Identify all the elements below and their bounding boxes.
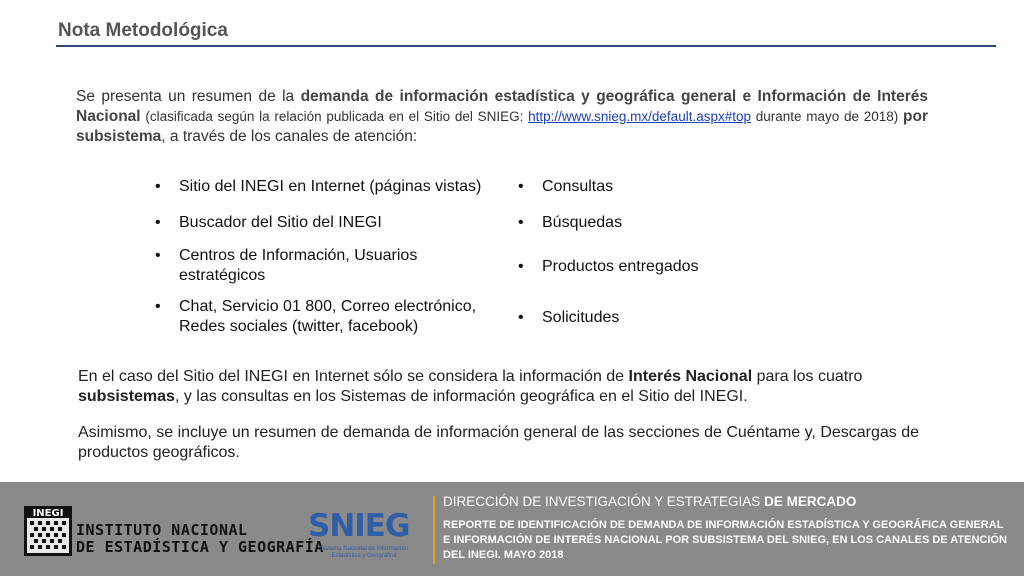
- inegi-site-note: En el caso del Sitio del INEGI en Internet sólo se considera la información de Interés Nacional para los cuatro subsistemas, y las consultas en los Sistemas de información geográfica en el Sitio del INEGI.: [78, 368, 863, 405]
- list-item: • Chat, Servicio 01 800, Correo electrónico, Redes sociales (twitter, facebook): [155, 298, 477, 335]
- snieg-logo: [308, 508, 416, 564]
- footer-description: REPORTE DE IDENTIFICACIÓN DE DEMANDA DE INFORMACIÓN ESTADÍSTICA Y GEOGRÁFICA GENERAL E INFORMACIÓN DE INTERÉS NACIONAL POR SUBSISTEMA DEL SNIEG, EN LOS CANALES DE ATENCIÓN DEL INEGI. MAYO 2018: [443, 519, 1007, 561]
- bullet-icon: •: [518, 258, 524, 275]
- list-item: • Solicitudes: [518, 309, 620, 326]
- bullet-icon: •: [155, 247, 161, 264]
- list-item: • Buscador del Sitio del INEGI: [155, 214, 382, 231]
- snieg-subtitle: Sistema Nacional de Información Estadística y Geográfica: [319, 546, 409, 559]
- list-item: • Productos entregados: [518, 258, 699, 275]
- intro-text-1: Se presenta un resumen de la: [76, 88, 301, 105]
- bullet-icon: •: [155, 178, 161, 195]
- svg-text:INEGI: INEGI: [32, 508, 64, 519]
- inegi-logo: [24, 506, 72, 556]
- list-item: • Centros de Información, Usuarios estratégicos: [155, 247, 418, 284]
- snieg-link[interactable]: http://www.snieg.mx/default.aspx#top: [528, 109, 751, 124]
- bullet-icon: •: [518, 309, 524, 326]
- list-item: • Búsquedas: [518, 214, 623, 231]
- intro-text-3: durante mayo de 2018): [751, 109, 904, 124]
- list-item: • Sitio del INEGI en Internet (páginas vistas): [155, 178, 482, 195]
- inegi-name: INSTITUTO NACIONAL DE ESTADÍSTICA Y GEOGRAFÍA: [76, 521, 324, 556]
- bullet-icon: •: [518, 178, 524, 195]
- summary-note: Asimismo, se incluye un resumen de demanda de información general de las secciones de Cuéntame y, Descargas de productos geográficos.: [78, 424, 920, 461]
- footer: [0, 482, 1024, 576]
- intro-paragraph: [76, 87, 928, 147]
- bullet-icon: •: [155, 214, 161, 231]
- title-divider: [56, 45, 996, 47]
- footer-title: DIRECCIÓN DE INVESTIGACIÓN Y ESTRATEGIAS DE MERCADO: [443, 494, 857, 509]
- footer-divider: [433, 496, 435, 564]
- intro-text-2: (clasificada según la relación publicada en el Sitio del SNIEG:: [140, 109, 529, 124]
- page-title: Nota Metodológica: [58, 20, 228, 41]
- intro-bold-1: demanda de información estadística y geográfica general e Información de Interés Nacional: [76, 88, 928, 125]
- intro-bold-2: por subsistema: [76, 108, 928, 145]
- snieg-wordmark: SNIEG: [308, 508, 410, 544]
- bullet-icon: •: [518, 214, 524, 231]
- bullet-icon: •: [155, 298, 161, 315]
- intro-text-4: , a través de los canales de atención:: [161, 128, 418, 145]
- list-item: • Consultas: [518, 178, 614, 195]
